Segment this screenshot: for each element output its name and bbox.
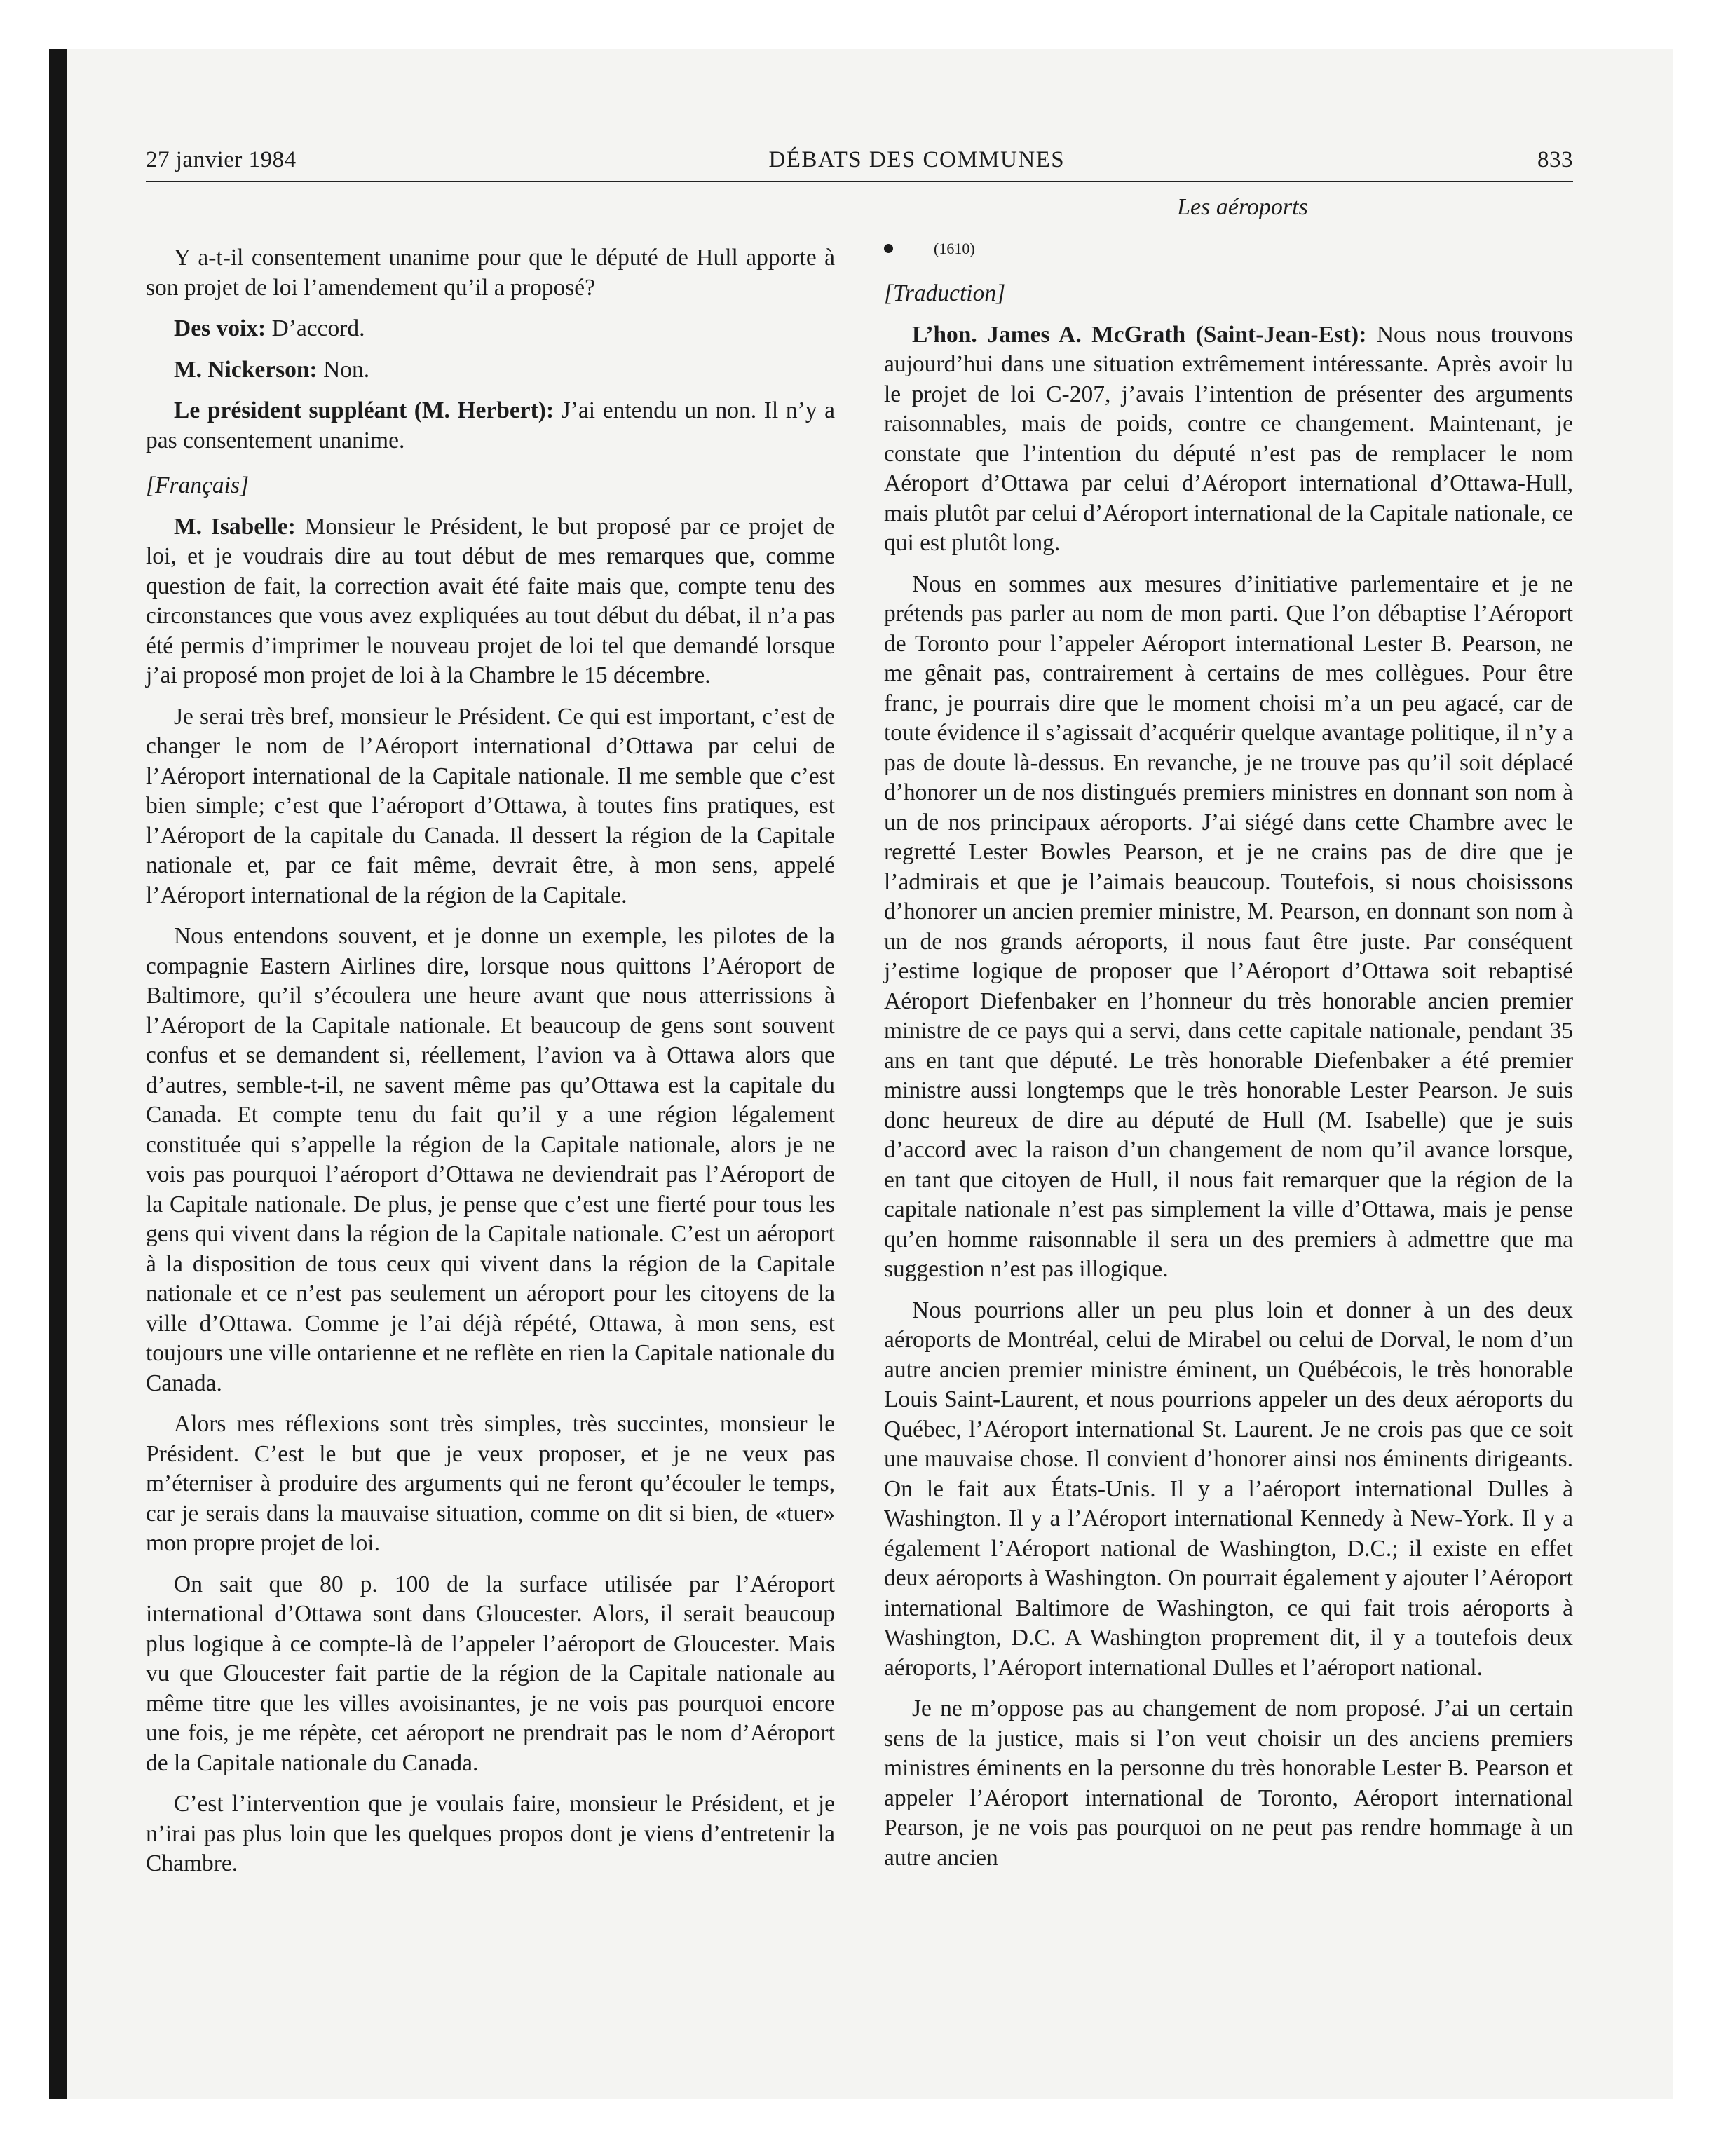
paragraph — [884, 320, 1573, 559]
language-marker: [Traduction] — [884, 280, 1006, 306]
paragraph — [146, 314, 835, 344]
time-stamp: (1610) — [934, 239, 975, 257]
paragraph: Nous en sommes aux mesures d’initiative parlementaire et je ne prétends pas parler au nom de mon parti. Que l’on débaptise l’Aéroport de Toronto pour l’appeler Aéroport international Lester B. Pearson, ne me gênait pas, contrairement à certains de mes collègues. Pour être franc, je pourrais dire que le moment choisi m’a un peu agacé, car de toute évidence il s’agissait d’acquérir quelque avantage politique, il n’y a pas de doute là-dessus. En revanche, je ne trouve pas qu’il soit déplacé d’honorer un de nos distingués premiers ministres en donnant son nom à un de nos principaux aéroports. J’ai siégé dans cette Chambre avec le regretté Lester Bowles Pearson, et je ne crains pas de dire que je l’admirais et que je l’aimais beaucoup. Toutefois, si nous choisissons d’honorer un ancien premier ministre, M. Pearson, en donnant son nom à un de nos grands aéroports, il nous faut être juste. Par conséquent j’estime logique de proposer que l’Aéroport d’Ottawa soit rebaptisé Aéroport Diefenbaker en l’honneur du très honorable ancien premier ministre de ce pays qui a servi, dans cette capitale nationale, pendant 35 ans en tant que député. Le très honorable Diefenbaker a été premier ministre aussi longtemps que le très honorable Lester Pearson. Je suis donc heureux de dire au député de Hull (M. Isabelle) que je suis d’accord avec la raison d’un changement de nom qu’il avance lorsque, en tant que citoyen de Hull, il nous fait remarquer que la région de la capitale nationale n’est pas simplement la ville d’Ottawa, mais je pense qu’en homme raisonnable il sera un des premiers à admettre que ma suggestion n’est pas illogique. — [884, 571, 1573, 1282]
header-date: 27 janvier 1984 — [146, 147, 297, 172]
time-mark — [884, 234, 1573, 264]
speech-text: Monsieur le Président, le but proposé par ce projet de loi, et je voudrais dire au tout début de mes remarques que, comme question de fait, la correction avait été faite mais que, compte tenu des circonstances que vous avez expliquées au tout début du débat, il n’a pas été permis d’imprimer le nouveau projet de loi tel que demandé lorsque j’ai proposé mon projet de loi à la Chambre le 15 décembre. — [146, 513, 835, 688]
right-column — [884, 193, 1573, 1884]
speaker-name: M. Isabelle: — [174, 513, 296, 540]
paragraph — [146, 396, 835, 456]
paragraph — [146, 512, 835, 691]
header-title: DÉBATS DES COMMUNES — [768, 147, 1066, 172]
speech-text: Non. — [317, 356, 370, 383]
paragraph: Y a-t-il consentement unanime pour que le député de Hull apporte à son projet de loi l’amendement qu’il a proposé? — [146, 245, 835, 301]
paragraph: Je ne m’oppose pas au changement de nom proposé. J’ai un certain sens de la justice, mais si l’on veut choisir un des anciens premiers ministres éminents en la personne du très honorable Lester B. Pearson et appeler l’Aéroport international de Toronto, Aéroport international Pearson, je ne vois pas pourquoi on ne peut pas rendre hommage à un autre ancien — [884, 1696, 1573, 1871]
paragraph: Alors mes réflexions sont très simples, très succintes, monsieur le Président. C’est le but que je veux proposer, et je ne veux pas m’éterniser à produire des arguments qui ne feront qu’écouler le temps, car je serais dans la mauvaise situation, comme on dit si bien, de «tuer» mon propre projet de loi. — [146, 1411, 835, 1556]
speaker-name: Le président suppléant (M. Herbert): — [174, 397, 554, 423]
paragraph — [146, 355, 835, 386]
paragraph: Je serai très bref, monsieur le Président. Ce qui est important, c’est de changer le nom de l’Aéroport international d’Ottawa par celui de l’Aéroport international de la Capitale nationale. Il me semble que c’est bien simple; c’est que l’aéroport d’Ottawa, à toutes fins pratiques, est l’Aéroport de la capitale du Canada. Il dessert la région de la Capitale nationale et, par ce fait même, devrait être, à mon sens, appelé l’Aéroport international de la région de la Capitale. — [146, 703, 835, 908]
speech-text: J’ai entendu un non. Il n’y a pas consentement unanime. — [146, 397, 835, 453]
speaker-name: L’hon. James A. McGrath (Saint-Jean-Est): — [912, 321, 1367, 348]
scan-edge — [49, 49, 67, 2099]
speaker-name: M. Nickerson: — [174, 356, 318, 383]
header-rule — [146, 181, 1573, 182]
paragraph: C’est l’intervention que je voulais faire, monsieur le Président, et je n’irai pas plus loin que les quelques propos dont je viens d’entretenir la Chambre. — [146, 1791, 835, 1876]
bullet-icon — [884, 244, 893, 253]
language-marker: [Français] — [146, 472, 250, 498]
speech-text: Nous nous trouvons aujourd’hui dans une situation extrêmement intéressante. Après avoir lu le projet de loi C-207, j’avais l’intention de présenter des arguments raisonnables, mais de poids, contre ce changement. Maintenant, je constate que l’intention du député n’est pas de remplacer le nom Aéroport d’Ottawa par celui d’Aéroport international d’Ottawa-Hull, mais plutôt par celui d’Aéroport international de la Capitale nationale, ce qui est plutôt long. — [884, 321, 1573, 556]
speech-text: D’accord. — [266, 315, 365, 341]
paragraph: Nous entendons souvent, et je donne un exemple, les pilotes de la compagnie Eastern Airlines dire, lorsque nous quittons l’Aéroport de Baltimore, qu’il s’écoulera une heure avant que nous atterrissions à l’Aéroport de la Capitale nationale. Et beaucoup de gens sont souvent confus et se demandent si, réellement, l’avion va à Ottawa alors que d’autres, semble-t-il, ne savent même pas qu’Ottawa est la capitale du Canada. Et compte tenu du fait qu’il y a une région légalement constituée qui s’appelle la région de la Capitale nationale, alors je ne vois pas pourquoi l’aéroport d’Ottawa ne deviendrait pas l’Aéroport de la Capitale nationale. De plus, je pense que c’est une fierté pour tous les gens qui vivent dans la région de la Capitale nationale. C’est un aéroport à la disposition de tous ceux qui vivent dans la région de la Capitale nationale et ce n’est pas seulement un aéroport pour les citoyens de la ville d’Ottawa. Comme je l’ai déjà répété, Ottawa, à mon sens, est toujours une ville ontarienne et ne reflète en rien la Capitale nationale du Canada. — [146, 923, 835, 1396]
speaker-name: Des voix: — [174, 315, 266, 341]
section-title: Les aéroports — [1177, 194, 1308, 220]
paragraph: Nous pourrions aller un peu plus loin et donner à un des deux aéroports de Montréal, celui de Mirabel ou celui de Dorval, le nom d’un autre ancien premier ministre éminent, un Québécois, le très honorable Louis Saint-Laurent, et nous pourrions appeler un des deux aéroports du Québec, l’Aéroport international St. Laurent. Je ne crois pas que ce soit une mauvaise chose. Il convient d’honorer ainsi nos éminents dirigeants. On le fait aux États-Unis. Il y a l’aéroport international Dulles à Washington. Il y a l’Aéroport international Kennedy à New-York. Il y a également l’Aéroport national de Washington, D.C.; il existe en effet deux aéroports à Washington. On pourrait également y ajouter l’Aéroport international Baltimore de Washington, ce qui fait trois aéroports à Washington, D.C. A Washington proprement dit, il y a toutefois deux aéroports, l’Aéroport international Dulles et l’aéroport national. — [884, 1297, 1573, 1681]
page-number: 833 — [1537, 147, 1573, 172]
left-column — [146, 193, 835, 1890]
paragraph: On sait que 80 p. 100 de la surface utilisée par l’Aéroport international d’Ottawa sont dans Gloucester. Alors, il serait beaucoup plus logique à ce compte-là de l’appeler l’aéroport de Gloucester. Mais vu que Gloucester fait partie de la région de la Capitale nationale au même titre que les villes avoisinantes, je ne vois pas pourquoi encore une fois, je me répète, cet aéroport ne prendrait pas le nom d’Aéroport de la Capitale nationale du Canada. — [146, 1571, 835, 1776]
page-header — [146, 147, 1573, 173]
